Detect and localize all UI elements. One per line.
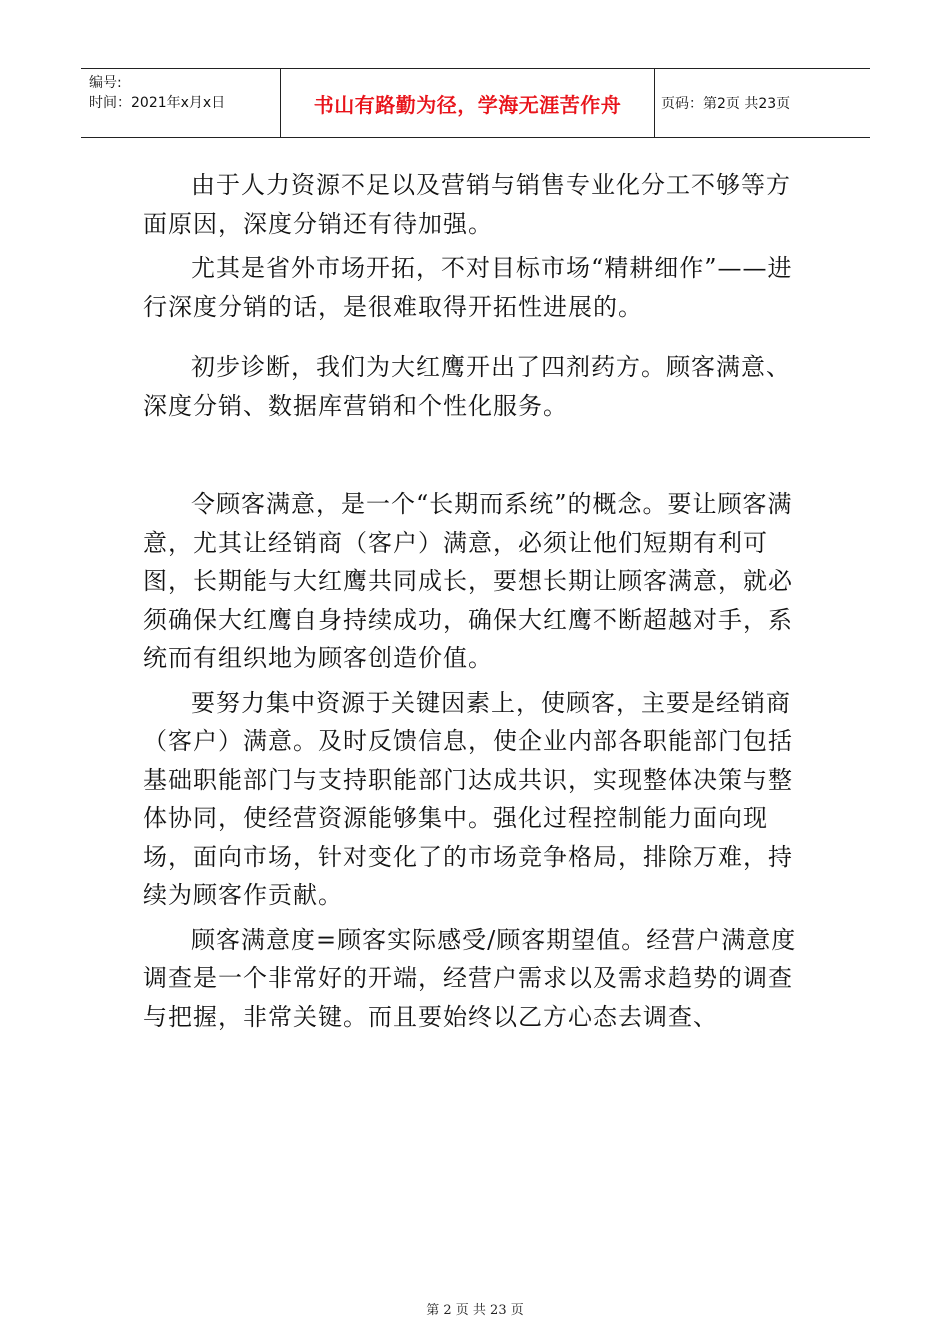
document-time-label: 时间：2021年x月x日 <box>89 95 226 111</box>
paragraph: 顾客满意度=顾客实际感受/顾客期望值。经营户满意度调查是一个非常好的开端，经营户需求以及需求趋势的调查与把握，非常关键。而且要始终以乙方心态去调查、 <box>143 925 797 1031</box>
header-meta <box>81 69 281 137</box>
paragraph: 初步诊断，我们为大红鹰开出了四剂药方。顾客满意、深度分销、数据库营销和个性化服务。 <box>143 353 791 420</box>
document-body <box>143 166 813 1036</box>
header-motto: 书山有路勤为径，学海无涯苦作舟 <box>281 69 655 137</box>
page-header <box>81 68 870 138</box>
page-footer: 第 2 页 共 23 页 <box>426 1303 524 1318</box>
header-page-info: 页码：第2页 共23页 <box>661 96 791 112</box>
paragraph: 要努力集中资源于关键因素上，使顾客，主要是经销商（客户）满意。及时反馈信息，使企业内部各职能部门包括基础职能部门与支持职能部门达成共识，实现整体决策与整体协同，使经营资源能够集中。强化过程控制能力面向现场，面向市场，针对变化了的市场竞争格局，排除万难，持续为顾客作贡献。 <box>143 688 793 909</box>
paragraph: 令顾客满意，是一个“长期而系统”的概念。要让顾客满意，尤其让经销商（客户）满意，必须让他们短期有利可图，长期能与大红鹰共同成长，要想长期让顾客满意，就必须确保大红鹰自身持续成功，确保大红鹰不断超越对手，系统而有组织地为顾客创造价值。 <box>143 490 793 672</box>
paragraph: 由于人力资源不足以及营销与销售专业化分工不够等方面原因，深度分销还有待加强。 <box>143 171 791 238</box>
document-number-label: 编号: <box>89 75 122 91</box>
paragraph: 尤其是省外市场开拓，不对目标市场“精耕细作”——进行深度分销的话，是很难取得开拓性进展的。 <box>143 254 793 321</box>
